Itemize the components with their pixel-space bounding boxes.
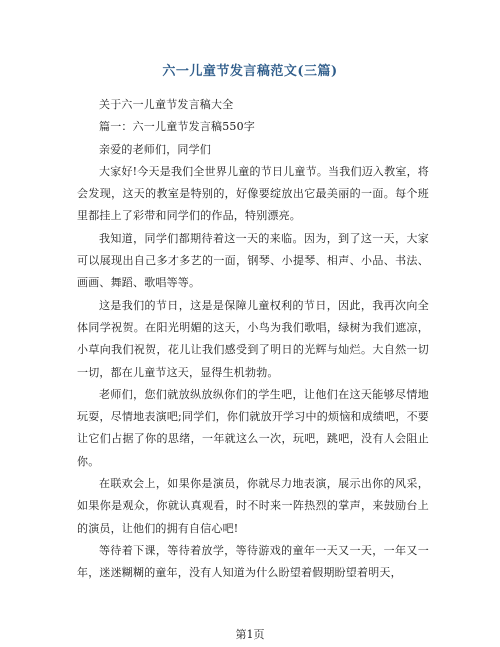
subheading-part-one: 篇一：六一儿童节发言稿550字 [99,120,255,134]
salutation: 亲爱的老师们，同学们 [99,142,211,156]
paragraph-3: 这是我们的节日，这是是保障儿童权利的节日，因此，我再次向全体同学祝贺。在阳光明媚的这天，小鸟为我们歌唱，绿树为我们遮凉，小草向我们祝贺，花儿让我们感受到了明日的光辉与灿烂。大自然一切一切，都在儿童节这天，显得生机勃勃。 [77,298,429,379]
page-number: 第1页 [235,628,265,641]
subheading-collection: 关于六一儿童节发言稿大全 [99,98,234,111]
page-title: 六一儿童节发言稿范文(三篇) [162,64,338,79]
document-body [77,94,429,585]
paragraph-4: 老师们，您们就放纵放纵你们的学生吧，让他们在这天能够尽情地玩耍，尽情地表演吧;同学们，你们就放开学习中的烦恼和成绩吧，不要让它们占据了你的思绪，一年就这么一次，玩吧，跳吧，没有人会阻止你。 [77,387,429,468]
paragraph-6: 等待着下课，等待着放学，等待游戏的童年一天又一天，一年又一年，迷迷糊糊的童年，没有人知道为什么盼望着假期盼望着明天， [77,543,429,580]
paragraph-2: 我知道，同学们都期待着这一天的来临。因为，到了这一天，大家可以展现出自己多才多艺的一面，钢琴、小提琴、相声、小品、书法、画画、舞蹈、歌唱等等。 [77,231,429,290]
paragraph-5: 在联欢会上，如果你是演员，你就尽力地表演，展示出你的风采，如果你是观众，你就认真观看，时不时来一阵热烈的掌声，来鼓励台上的演员，让他们的拥有自信心吧! [77,477,429,535]
paragraph-1: 大家好!今天是我们全世界儿童的节日儿童节。当我们迈入教室，将会发现，这天的教室是特别的，好像要绽放出它最美丽的一面。每个班里都挂上了彩带和同学们的作品，特别漂亮。 [77,164,429,223]
